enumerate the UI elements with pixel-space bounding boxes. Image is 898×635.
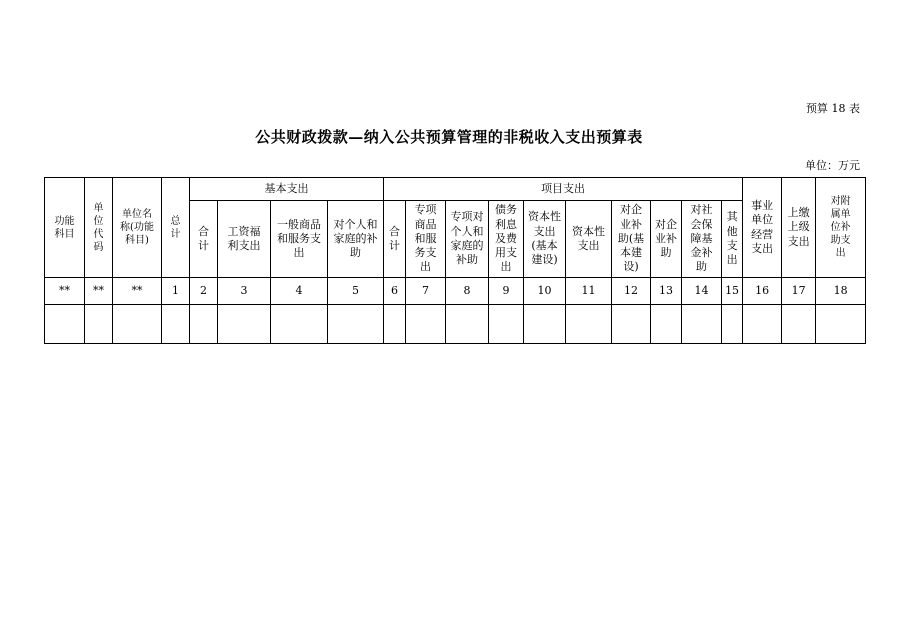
col-header-capital-construction: 资本性支出(基本建设) xyxy=(524,201,566,278)
col-header-turn-over-superior: 上缴上级支出 xyxy=(782,178,816,278)
index-cell: 2 xyxy=(190,278,218,305)
data-cell xyxy=(782,305,816,344)
data-cell xyxy=(524,305,566,344)
col-header-debt-interest: 债务利息及费用支出 xyxy=(489,201,524,278)
index-cell: 10 xyxy=(524,278,566,305)
page-title: 公共财政拨款—纳入公共预算管理的非税收入支出预算表 xyxy=(255,128,643,146)
data-cell xyxy=(271,305,328,344)
index-cell: ** xyxy=(113,278,162,305)
index-cell: 6 xyxy=(384,278,406,305)
index-cell: 15 xyxy=(722,278,743,305)
col-header-subsidiary-subsidy: 对附属单位补助支出 xyxy=(816,178,866,278)
col-header-special-household-subsidy: 专项对个人和家庭的补助 xyxy=(446,201,489,278)
data-cell xyxy=(682,305,722,344)
col-header-social-security-subsidy: 对社会保障基金补助 xyxy=(682,201,722,278)
data-cell xyxy=(85,305,113,344)
data-cell xyxy=(489,305,524,344)
col-header-unit-name: 单位名称(功能科目) xyxy=(113,178,162,278)
data-cell xyxy=(651,305,682,344)
data-cell xyxy=(816,305,866,344)
index-cell: 9 xyxy=(489,278,524,305)
data-cell xyxy=(328,305,384,344)
col-header-special-goods-services: 专项商品和服务支出 xyxy=(406,201,446,278)
data-cell xyxy=(743,305,782,344)
index-cell: ** xyxy=(85,278,113,305)
group-header-project: 项目支出 xyxy=(384,178,743,201)
form-number: 预算 18 表 xyxy=(806,102,860,115)
col-header-goods-services: 一般商品和服务支出 xyxy=(271,201,328,278)
index-cell: 12 xyxy=(612,278,651,305)
column-index-row xyxy=(45,278,866,305)
col-header-enterprise-subsidy: 对企业补助 xyxy=(651,201,682,278)
index-cell: 3 xyxy=(218,278,271,305)
data-cell xyxy=(722,305,743,344)
index-cell: 4 xyxy=(271,278,328,305)
data-cell xyxy=(566,305,612,344)
col-header-household-subsidy: 对个人和家庭的补助 xyxy=(328,201,384,278)
data-cell xyxy=(190,305,218,344)
col-header-other-expenditure: 其他支出 xyxy=(722,201,743,278)
index-cell: 17 xyxy=(782,278,816,305)
data-cell xyxy=(162,305,190,344)
col-header-basic-subtotal: 合计 xyxy=(190,201,218,278)
index-cell: 18 xyxy=(816,278,866,305)
index-cell: 8 xyxy=(446,278,489,305)
data-cell xyxy=(612,305,651,344)
index-cell: 7 xyxy=(406,278,446,305)
data-cell xyxy=(45,305,85,344)
col-header-unit-code: 单位代码 xyxy=(85,178,113,278)
data-cell xyxy=(406,305,446,344)
data-cell xyxy=(446,305,489,344)
index-cell: 13 xyxy=(651,278,682,305)
data-cell xyxy=(218,305,271,344)
index-cell: 11 xyxy=(566,278,612,305)
col-header-project-subtotal: 合计 xyxy=(384,201,406,278)
col-header-total: 总计 xyxy=(162,178,190,278)
data-cell xyxy=(384,305,406,344)
col-header-wage-welfare: 工资福利支出 xyxy=(218,201,271,278)
group-header-basic: 基本支出 xyxy=(190,178,384,201)
index-cell: 5 xyxy=(328,278,384,305)
budget-table xyxy=(44,177,866,344)
index-cell: 16 xyxy=(743,278,782,305)
index-cell: 1 xyxy=(162,278,190,305)
index-cell: 14 xyxy=(682,278,722,305)
unit-label: 单位：万元 xyxy=(805,159,860,172)
data-cell xyxy=(113,305,162,344)
index-cell: ** xyxy=(45,278,85,305)
col-header-capital-expenditure: 资本性支出 xyxy=(566,201,612,278)
col-header-business-operation: 事业单位经营支出 xyxy=(743,178,782,278)
col-header-function-subject: 功能科目 xyxy=(45,178,85,278)
data-row xyxy=(45,305,866,344)
col-header-enterprise-construction-subsidy: 对企业补助(基本建设) xyxy=(612,201,651,278)
